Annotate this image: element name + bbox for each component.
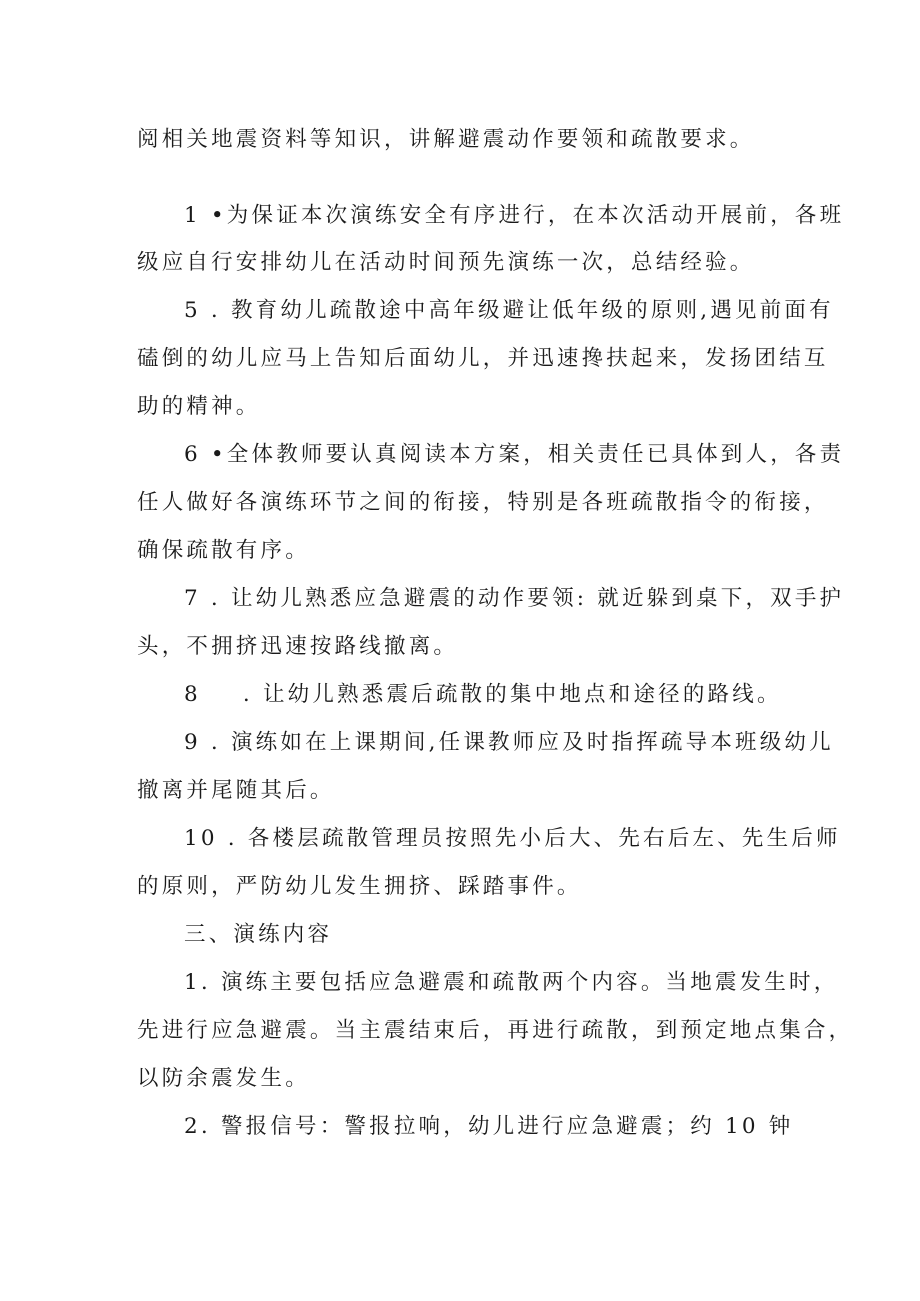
section-heading: 三、演练内容 bbox=[184, 922, 333, 947]
paragraph-line: 头，不拥挤迅速按路线撤离。 bbox=[137, 634, 459, 659]
paragraph-line: 阅相关地震资料等知识，讲解避震动作要领和疏散要求。 bbox=[137, 127, 755, 152]
paragraph-line: 级应自行安排幼儿在活动时间预先演练一次，总结经验。 bbox=[137, 250, 755, 275]
paragraph-line: 任人做好各演练环节之间的衔接，特别是各班疏散指令的衔接， bbox=[137, 490, 829, 515]
item-number: 8 bbox=[184, 682, 201, 707]
paragraph-line: 先进行应急避震。当主震结束后，再进行疏散，到预定地点集合， bbox=[137, 1018, 854, 1043]
paragraph-line: 1 •为保证本次演练安全有序进行，在本次活动开展前，各班 bbox=[184, 203, 845, 228]
paragraph-line: 6 •全体教师要认真阅读本方案，相关责任已具体到人，各责 bbox=[184, 442, 845, 467]
paragraph-line bbox=[184, 679, 782, 711]
paragraph-line: 10 . 各楼层疏散管理员按照先小后大、先右后左、先生后师 bbox=[184, 826, 841, 851]
paragraph-line: 以防余震发生。 bbox=[137, 1066, 310, 1091]
paragraph-line: 助的精神。 bbox=[137, 394, 261, 419]
paragraph-line: 撤离并尾随其后。 bbox=[137, 778, 335, 803]
paragraph-line: 2. 警报信号：警报拉响，幼儿进行应急避震；约 10 钟 bbox=[184, 1114, 794, 1139]
paragraph-line: 9 . 演练如在上课期间,任课教师应及时指挥疏导本班级幼儿 bbox=[184, 730, 834, 755]
paragraph-line: 的原则，严防幼儿发生拥挤、踩踏事件。 bbox=[137, 874, 582, 899]
paragraph-line: 7 . 让幼儿熟悉应急避震的动作要领: 就近躲到桌下，双手护 bbox=[184, 586, 845, 611]
paragraph-line: 确保疏散有序。 bbox=[137, 538, 310, 563]
paragraph-line: 5 . 教育幼儿疏散途中高年级避让低年级的原则,遇见前面有 bbox=[184, 298, 834, 323]
paragraph-line: 磕倒的幼儿应马上告知后面幼儿，并迅速搀扶起来，发扬团结互 bbox=[137, 346, 829, 371]
paragraph-line: 1. 演练主要包括应急避震和疏散两个内容。当地震发生时， bbox=[184, 970, 839, 995]
item-text: . 让幼儿熟悉震后疏散的集中地点和途径的路线。 bbox=[242, 682, 782, 707]
